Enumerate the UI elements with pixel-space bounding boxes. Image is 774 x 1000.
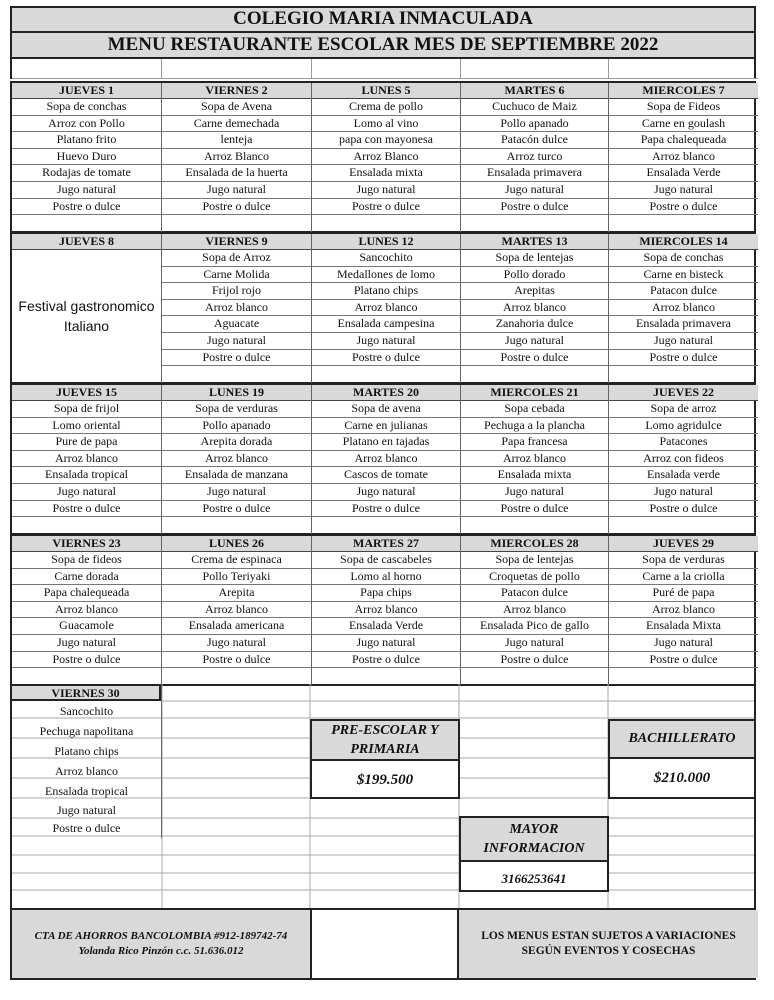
dish-item: Jugo natural <box>312 635 460 652</box>
dish-item: Lomo oriental <box>12 418 161 435</box>
dish-item: Ensalada americana <box>162 618 311 635</box>
dish-item: Jugo natural <box>162 635 311 652</box>
dish-item: Arroz Blanco <box>312 149 460 166</box>
dish-item: Platano chips <box>54 744 119 758</box>
dish-item: Jugo natural <box>609 333 758 350</box>
dish-item: Ensalada Verde <box>609 165 758 182</box>
dish-item: Ensalada primavera <box>461 165 608 182</box>
blank-row <box>312 668 460 685</box>
day-header: VIERNES 9 <box>162 234 311 250</box>
day-header: MIERCOLES 7 <box>609 83 758 99</box>
dish-item: Ensalada Mixta <box>609 618 758 635</box>
dish-item: Arroz blanco <box>162 602 311 619</box>
dish-item: Medallones de lomo <box>312 267 460 284</box>
bank-account-info <box>12 910 310 978</box>
dish-item: Jugo natural <box>312 333 460 350</box>
dish-item: Ensalada tropical <box>12 467 161 484</box>
day-header: LUNES 26 <box>162 536 311 552</box>
day-header: VIERNES 23 <box>12 536 161 552</box>
day-column <box>312 83 461 232</box>
dish-item: Jugo natural <box>461 182 608 199</box>
dish-item: Postre o dulce <box>12 652 161 669</box>
blank-row <box>461 668 608 685</box>
dish-item: Puré de papa <box>609 585 758 602</box>
dish-item: Postre o dulce <box>609 199 758 216</box>
week-4 <box>10 534 756 686</box>
dish-item: Patacón dulce <box>461 132 608 149</box>
dish-item: Papa francesa <box>461 434 608 451</box>
blank-row <box>312 215 460 232</box>
dish-item: Arroz blanco <box>12 451 161 468</box>
day-header: MIERCOLES 21 <box>461 385 608 401</box>
blank-row <box>609 215 758 232</box>
account-holder: Yolanda Rico Pinzón c.c. 51.636.012 <box>78 945 244 957</box>
dish-item: Ensalada mixta <box>312 165 460 182</box>
dish-item: Sopa de verduras <box>162 401 311 418</box>
dish-item: Ensalada tropical <box>45 784 128 798</box>
dish-item: Pure de papa <box>12 434 161 451</box>
blank-row <box>312 517 460 534</box>
variation-notice <box>459 910 758 978</box>
dish-item: Arepita dorada <box>162 434 311 451</box>
dish-item: Carne en goulash <box>609 116 758 133</box>
dish-item: Sancochito <box>59 704 114 718</box>
dish-item: Jugo natural <box>461 333 608 350</box>
dish-item: Jugo natural <box>609 182 758 199</box>
dish-item: Frijol rojo <box>162 283 311 300</box>
dish-item: papa con mayonesa <box>312 132 460 149</box>
day-column <box>609 83 758 232</box>
bottom-section <box>10 684 756 908</box>
day-header: MARTES 13 <box>461 234 608 250</box>
festival-note: Festival gastronomico Italiano <box>18 298 155 335</box>
dish-item: Ensalada campesina <box>312 316 460 333</box>
dish-item: Pollo dorado <box>461 267 608 284</box>
last-day-column <box>12 684 162 838</box>
dish-item: Pollo Teriyaki <box>162 569 311 586</box>
school-title: COLEGIO MARIA INMACULADA <box>10 6 756 32</box>
dish-item: Sopa de Arroz <box>162 250 311 267</box>
blank-row <box>162 668 311 685</box>
dish-item: Sancochito <box>312 250 460 267</box>
dish-item: Croquetas de pollo <box>461 569 608 586</box>
dish-item: Guacamole <box>12 618 161 635</box>
menu-title: MENU RESTAURANTE ESCOLAR MES DE SEPTIEMBRE 2022 <box>10 31 756 59</box>
price-value: $199.500 <box>356 772 414 788</box>
dish-item: Arroz blanco <box>12 602 161 619</box>
day-column <box>12 83 162 232</box>
dish-item: Arroz blanco <box>609 602 758 619</box>
dish-item: Carne demechada <box>162 116 311 133</box>
dish-item: Arroz blanco <box>312 300 460 317</box>
day-header: MIERCOLES 14 <box>609 234 758 250</box>
blank-row <box>162 366 311 383</box>
dish-item: Patacones <box>609 434 758 451</box>
dish-item: Jugo natural <box>12 635 161 652</box>
dish-item: Cascos de tomate <box>312 467 460 484</box>
dish-item: Platano frito <box>12 132 161 149</box>
day-header: LUNES 12 <box>312 234 460 250</box>
dish-item: Sopa de frijol <box>12 401 161 418</box>
blank-row <box>162 215 311 232</box>
dish-item: Pechuga a la plancha <box>461 418 608 435</box>
dish-item: Postre o dulce <box>461 652 608 669</box>
week-3 <box>10 383 756 535</box>
price-box-preescolar <box>310 719 460 799</box>
dish-item: Arroz blanco <box>312 451 460 468</box>
dish-item: Postre o dulce <box>12 501 161 518</box>
week-1 <box>10 81 756 233</box>
dish-item: Sopa de Fideos <box>609 99 758 116</box>
dish-item: Carne en bisteck <box>609 267 758 284</box>
dish-item: Postre o dulce <box>609 501 758 518</box>
day-column <box>609 234 758 383</box>
dish-item: Jugo natural <box>162 333 311 350</box>
day-column <box>162 536 312 685</box>
blank-row <box>312 366 460 383</box>
bank-account: CTA DE AHORROS BANCOLOMBIA #912-189742-74 <box>34 930 288 942</box>
dish-item: Arroz blanco <box>312 602 460 619</box>
dish-item: Zanahoria dulce <box>461 316 608 333</box>
day-header: MARTES 6 <box>461 83 608 99</box>
price-label: PRE-ESCOLAR Y PRIMARIA <box>312 721 458 761</box>
day-column <box>12 385 162 534</box>
dish-item: Platano en tajadas <box>312 434 460 451</box>
day-header: JUEVES 22 <box>609 385 758 401</box>
dish-item: Arroz blanco <box>609 300 758 317</box>
dish-item: Postre o dulce <box>312 350 460 367</box>
dish-item: Sopa de lentejas <box>461 250 608 267</box>
dish-item: Postre o dulce <box>312 199 460 216</box>
day-column <box>312 536 461 685</box>
dish-item: Jugo natural <box>162 182 311 199</box>
dish-item: Ensalada Pico de gallo <box>461 618 608 635</box>
dish-item: Pollo apanado <box>162 418 311 435</box>
dish-item: Postre o dulce <box>312 652 460 669</box>
dish-item: Lomo al vino <box>312 116 460 133</box>
dish-item: Jugo natural <box>57 803 116 817</box>
day-header: LUNES 5 <box>312 83 460 99</box>
dish-item: Jugo natural <box>461 484 608 501</box>
footer-spacer <box>310 910 459 978</box>
dish-item: Arepitas <box>461 283 608 300</box>
dish-item: Jugo natural <box>609 484 758 501</box>
blank-row <box>12 215 161 232</box>
dish-item: Jugo natural <box>12 182 161 199</box>
dish-item: Sopa de conchas <box>609 250 758 267</box>
dish-item: Postre o dulce <box>461 350 608 367</box>
price-box-bachillerato <box>608 719 756 799</box>
week-2 <box>10 232 756 384</box>
dish-item: Postre o dulce <box>52 821 121 835</box>
day-header: MIERCOLES 28 <box>461 536 608 552</box>
dish-item: Sopa cebada <box>461 401 608 418</box>
dish-item: Arroz blanco <box>55 764 118 778</box>
footer <box>10 908 756 980</box>
dish-item: Aguacate <box>162 316 311 333</box>
dish-item: Cuchuco de Maiz <box>461 99 608 116</box>
info-label: MAYOR INFORMACION <box>461 818 607 862</box>
dish-item: Jugo natural <box>12 484 161 501</box>
dish-item: Crema de espinaca <box>162 552 311 569</box>
dish-item: Ensalada Verde <box>312 618 460 635</box>
price-label: BACHILLERATO <box>610 721 754 759</box>
dish-item: Patacon dulce <box>609 283 758 300</box>
day-header: JUEVES 29 <box>609 536 758 552</box>
dish-item: Pechuga napolitana <box>39 724 134 738</box>
dish-item: Sopa de Avena <box>162 99 311 116</box>
dish-item: Arroz blanco <box>162 451 311 468</box>
dish-item: Huevo Duro <box>12 149 161 166</box>
day-column <box>312 234 461 383</box>
dish-item: Carne en julianas <box>312 418 460 435</box>
dish-item: Postre o dulce <box>312 501 460 518</box>
dish-item: Sopa de arroz <box>609 401 758 418</box>
dish-item: Lomo agridulce <box>609 418 758 435</box>
dish-item: Ensalada mixta <box>461 467 608 484</box>
blank-row <box>461 366 608 383</box>
dish-item: Jugo natural <box>162 484 311 501</box>
day-header: VIERNES 2 <box>162 83 311 99</box>
dish-item: Carne a la criolla <box>609 569 758 586</box>
dish-item: Arroz blanco <box>609 149 758 166</box>
dish-item: Jugo natural <box>312 182 460 199</box>
dish-item: Platano chips <box>312 283 460 300</box>
day-column <box>461 83 609 232</box>
day-header: MARTES 20 <box>312 385 460 401</box>
day-header: JUEVES 8 <box>12 234 161 250</box>
dish-item: Ensalada de manzana <box>162 467 311 484</box>
day-column <box>162 83 312 232</box>
blank-row <box>12 668 161 685</box>
blank-row <box>609 366 758 383</box>
dish-item: Postre o dulce <box>162 652 311 669</box>
dish-item: Jugo natural <box>312 484 460 501</box>
price-value: $210.000 <box>653 770 711 786</box>
day-column <box>461 234 609 383</box>
dish-item: Arroz Blanco <box>162 149 311 166</box>
blank-row <box>609 517 758 534</box>
dish-item: Papa chalequeada <box>609 132 758 149</box>
dish-item: Ensalada de la huerta <box>162 165 311 182</box>
day-header: LUNES 19 <box>162 385 311 401</box>
dish-item: Arroz con fideos <box>609 451 758 468</box>
blank-row <box>12 517 161 534</box>
day-column <box>12 536 162 685</box>
spacer-row <box>10 59 756 79</box>
day-column <box>609 536 758 685</box>
day-header: VIERNES 30 <box>12 684 161 701</box>
dish-item: Pollo apanado <box>461 116 608 133</box>
dish-item: Arepita <box>162 585 311 602</box>
blank-row <box>461 215 608 232</box>
dish-item: Jugo natural <box>461 635 608 652</box>
day-column <box>12 234 162 383</box>
dish-item: Postre o dulce <box>162 350 311 367</box>
day-column <box>162 385 312 534</box>
dish-item: Papa chips <box>312 585 460 602</box>
day-column <box>461 385 609 534</box>
dish-item: Sopa de lentejas <box>461 552 608 569</box>
day-column <box>609 385 758 534</box>
dish-item: Postre o dulce <box>162 501 311 518</box>
dish-item: Postre o dulce <box>609 350 758 367</box>
day-column <box>461 536 609 685</box>
dish-item: Carne Molida <box>162 267 311 284</box>
dish-item: Arroz blanco <box>162 300 311 317</box>
dish-item: Arroz blanco <box>461 602 608 619</box>
dish-item: Lomo al horno <box>312 569 460 586</box>
dish-item: Papa chalequeada <box>12 585 161 602</box>
dish-item: Arroz blanco <box>461 451 608 468</box>
dish-item: Postre o dulce <box>461 501 608 518</box>
blank-row <box>162 517 311 534</box>
dish-item: Ensalada primavera <box>609 316 758 333</box>
dish-item: Ensalada verde <box>609 467 758 484</box>
dish-item: Arroz con Pollo <box>12 116 161 133</box>
day-header: MARTES 27 <box>312 536 460 552</box>
day-column <box>312 385 461 534</box>
dish-item: Sopa de conchas <box>12 99 161 116</box>
day-header: JUEVES 1 <box>12 83 161 99</box>
dish-item: Rodajas de tomate <box>12 165 161 182</box>
dish-item: Postre o dulce <box>12 199 161 216</box>
info-box <box>459 816 609 892</box>
blank-row <box>461 517 608 534</box>
day-column <box>162 234 312 383</box>
dish-item: Sopa de verduras <box>609 552 758 569</box>
dish-item: Jugo natural <box>609 635 758 652</box>
dish-item: Patacon dulce <box>461 585 608 602</box>
notice-text: LOS MENUS ESTAN SUJETOS A VARIACIONES SEGÚN EVENTOS Y COSECHAS <box>481 930 736 957</box>
info-phone: 3166253641 <box>501 871 567 886</box>
dish-item: lenteja <box>162 132 311 149</box>
dish-item: Sopa de cascabeles <box>312 552 460 569</box>
dish-item: Postre o dulce <box>461 199 608 216</box>
dish-item: Crema de pollo <box>312 99 460 116</box>
dish-item: Sopa de avena <box>312 401 460 418</box>
dish-item: Carne dorada <box>12 569 161 586</box>
dish-item: Arroz blanco <box>461 300 608 317</box>
dish-item: Arroz turco <box>461 149 608 166</box>
dish-item: Postre o dulce <box>162 199 311 216</box>
dish-item: Sopa de fideos <box>12 552 161 569</box>
blank-row <box>609 668 758 685</box>
day-header: JUEVES 15 <box>12 385 161 401</box>
dish-item: Postre o dulce <box>609 652 758 669</box>
